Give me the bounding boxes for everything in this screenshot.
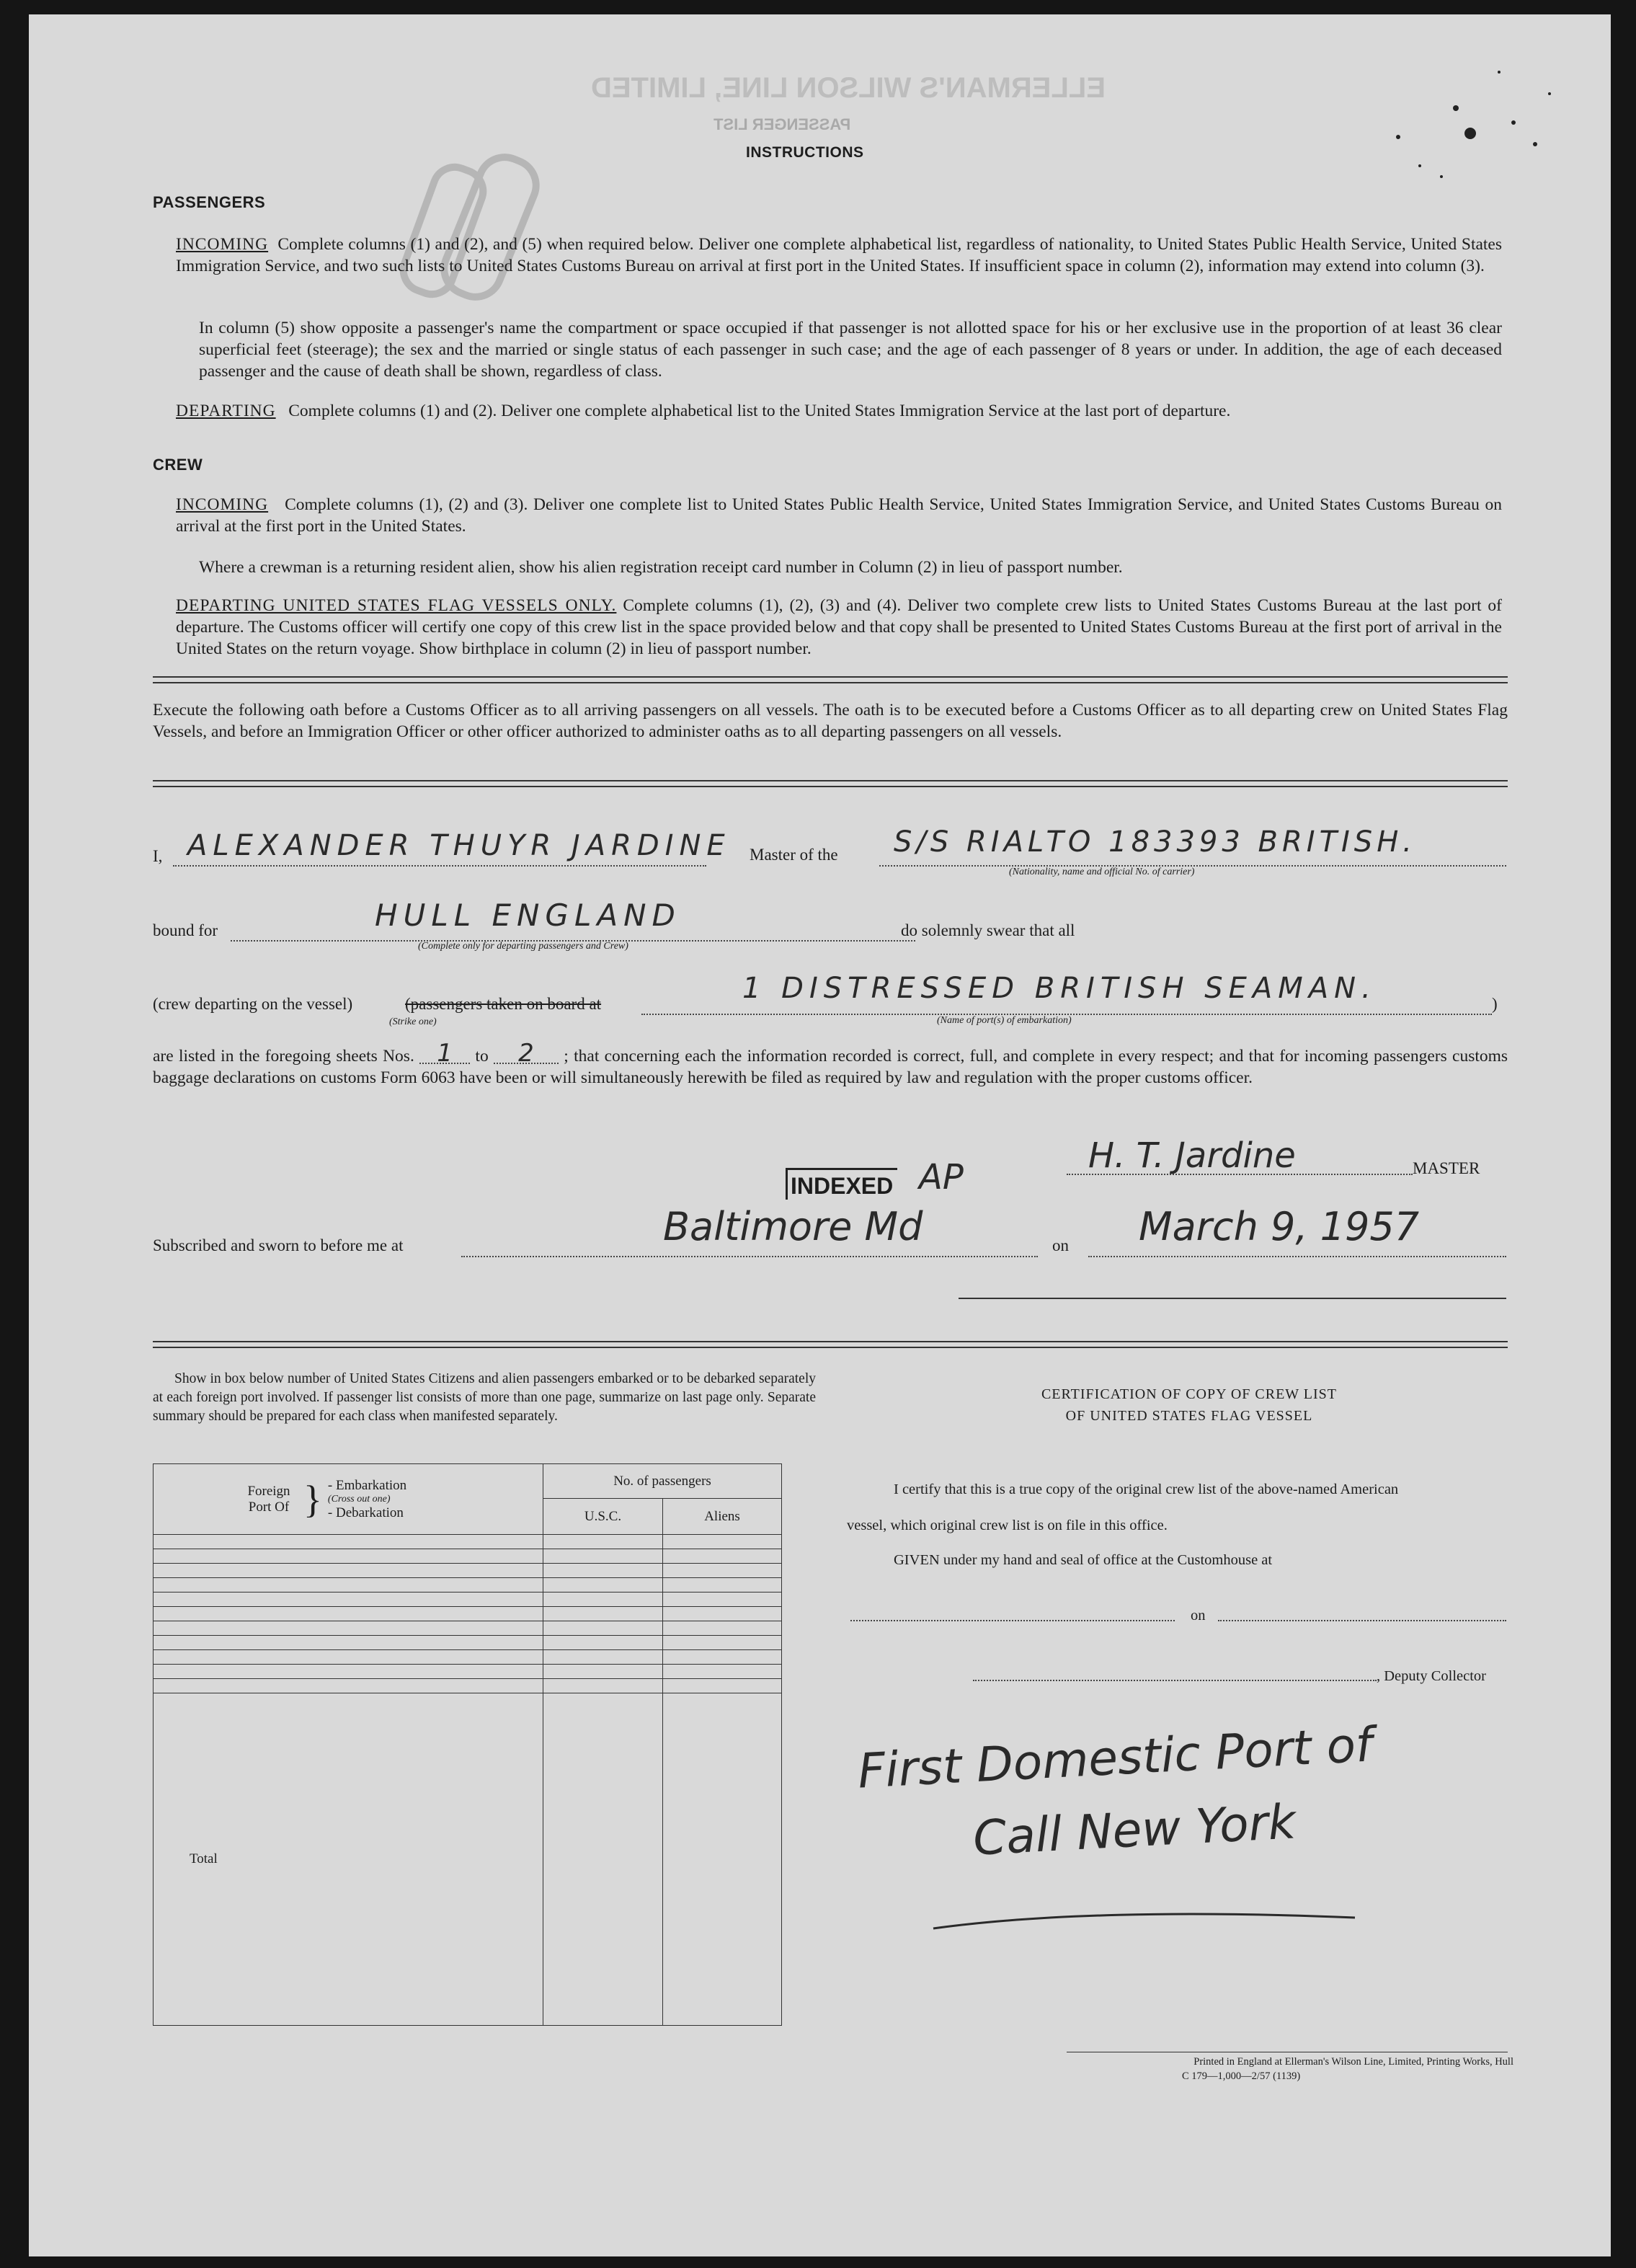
sheet-to-value: 2 xyxy=(494,1044,559,1064)
footer-printed: Printed in England at Ellerman's Wilson Line, Limited, Printing Works, Hull xyxy=(1193,2056,1513,2068)
sworn-on-label: on xyxy=(1052,1236,1069,1254)
cert-line-1: I certify that this is a true copy of the original crew list of the above-named American xyxy=(894,1481,1399,1497)
footer-code: C 179—1,000—2/57 (1139) xyxy=(1182,2070,1301,2082)
table-row xyxy=(154,1636,782,1650)
sworn-place-value: Baltimore Md xyxy=(663,1204,923,1249)
cert-handwritten-2: Call New York xyxy=(972,1794,1297,1866)
table-cell xyxy=(154,1564,543,1578)
deputy-line xyxy=(973,1671,1377,1681)
scan-specks xyxy=(1369,65,1586,195)
usc-header: U.S.C. xyxy=(543,1499,663,1535)
vessel-note: (Nationality, name and official No. of carrier) xyxy=(1009,867,1195,877)
divider-5 xyxy=(959,1298,1506,1299)
master-of-label: Master of the xyxy=(750,846,838,864)
listed-rest: ; that concerning each the information recorded is correct, full, and complete in every respect; and that for incoming passengers customs baggage declarations on customs Form 6063 have been or will simultaneously herewith be filed as required by law and regulation with the proper customs officer. xyxy=(153,1047,1508,1087)
crew-incoming xyxy=(176,494,1502,537)
to-label: to xyxy=(475,1047,489,1066)
passengers-column5: In column (5) show opposite a passenger's name the compartment or space occupied if that passenger is not allotted space for his or her exclusive use in the proportion of at least 36 clear superficial feet (steerage); the sex and the married or single status of each passenger in such case; and the age of each passenger of 8 years or under. In addition, the age of each deceased passenger and the cause of death shall be shown, regardless of class. xyxy=(199,319,1502,381)
divider-7 xyxy=(153,1347,1508,1348)
passengers-incoming-text: Complete columns (1) and (2), and (5) when required below. Deliver one complete alphabetical list, regardless of nationality, to United States Public Health Service, United States Immigration Service, and two such lists to United States Customs Bureau on arrival at first port in the United States. If insufficient space in column (2), information may extend into column (3). xyxy=(176,235,1503,275)
table-row xyxy=(154,1535,782,1549)
cert-line-2: vessel, which original crew list is on file in this office. xyxy=(847,1518,1168,1533)
oath-i-label: I, xyxy=(153,847,163,865)
table-cell xyxy=(154,1650,543,1665)
crew-incoming-text: Complete columns (1), (2) and (3). Deliver one complete list to United States Public Health Service, United States Immigration Service, and United States Customs Bureau on arrival at the first port in the United States. xyxy=(176,495,1502,536)
table-cell xyxy=(154,1607,543,1621)
passengers-departing xyxy=(176,400,1502,422)
cert-line-3: GIVEN under my hand and seal of office at the Customhouse at xyxy=(894,1552,1273,1568)
embarkation-label: - Embarkation xyxy=(327,1477,407,1493)
table-row xyxy=(154,1564,782,1578)
table-row xyxy=(154,1621,782,1636)
table-cell xyxy=(154,1636,543,1650)
passengers-heading: PASSENGERS xyxy=(153,193,266,211)
table-row xyxy=(154,1607,782,1621)
passengers-departing-text: Complete columns (1) and (2). Deliver one complete alphabetical list to the United States Immigration Service at the last port of departure. xyxy=(288,402,1231,420)
master-name-value: ALEXANDER THUYR JARDINE xyxy=(187,829,731,862)
page-title: INSTRUCTIONS xyxy=(746,144,864,161)
bound-for-note: (Complete only for departing passengers and Crew) xyxy=(418,941,628,952)
ghost-header: ELLERMAN'S WILSON LINE, LIMITED xyxy=(591,72,1106,104)
divider-6 xyxy=(153,1341,1508,1342)
crew-heading: CREW xyxy=(153,456,203,474)
cert-title-1: CERTIFICATION OF COPY OF CREW LIST xyxy=(1041,1386,1338,1402)
cert-title-2: OF UNITED STATES FLAG VESSEL xyxy=(1065,1408,1313,1424)
passengers-incoming xyxy=(176,234,1502,277)
embark-debark-group xyxy=(328,1478,406,1521)
passengers-struck-label: (passengers taken on board at xyxy=(405,995,602,1013)
subscribed-label: Subscribed and sworn to before me at xyxy=(153,1236,404,1254)
total-row xyxy=(154,1693,782,2026)
deputy-collector-label: , Deputy Collector xyxy=(1377,1668,1487,1684)
divider-2 xyxy=(153,682,1508,683)
strike-note: (Strike one) xyxy=(389,1016,437,1027)
bound-for-label: bound for xyxy=(153,921,218,939)
cert-on-label: on xyxy=(1191,1608,1206,1624)
divider-3 xyxy=(153,780,1508,781)
crew-incoming-label: INCOMING xyxy=(176,495,269,514)
divider-4 xyxy=(153,786,1508,787)
table-row xyxy=(154,1665,782,1679)
table-cell xyxy=(154,1621,543,1636)
crew-departing-label-oath: (crew departing on the vessel) xyxy=(153,995,353,1013)
cross-out-note: (Cross out one) xyxy=(327,1493,391,1505)
table-cell xyxy=(154,1578,543,1593)
debarkation-label: - Debarkation xyxy=(327,1505,404,1520)
passengers-departing-label: DEPARTING xyxy=(176,402,276,420)
total-label: Total xyxy=(154,1693,543,2026)
stamp-mark xyxy=(375,137,562,324)
table-cell xyxy=(154,1593,543,1607)
handwritten-underline xyxy=(930,1896,1362,1954)
foreign-port-label: Foreign Port Of xyxy=(247,1483,290,1515)
embark-note: (Name of port(s) of embarkation) xyxy=(937,1015,1072,1026)
crew-resident: Where a crewman is a returning resident alien, show his alien registration receipt card number in Column (2) in lieu of passport number. xyxy=(199,558,1123,577)
ghost-subheader: PASSENGER LIST xyxy=(713,115,851,133)
passengers-incoming-label: INCOMING xyxy=(176,235,269,254)
passenger-summary-table xyxy=(153,1463,782,2026)
listed-statement xyxy=(153,1039,1508,1089)
sworn-date-value: March 9, 1957 xyxy=(1139,1204,1420,1249)
crew-departing-text: Complete columns (1), (2), (3) and (4). Deliver two complete crew lists to United States Customs Bureau at the last port of departure. The Customs officer will certify one copy of this crew list in the space provided below and that copy shall be presented to United States Customs Bureau at the first port of arrival in the United States on the return voyage. Show birthplace in column (2) in lieu of passport number. xyxy=(176,596,1502,658)
brace-glyph: } xyxy=(303,1477,322,1521)
table-cell xyxy=(154,1535,543,1549)
indexed-initials: AP xyxy=(919,1157,964,1197)
cert-place-line xyxy=(850,1611,1175,1621)
embark-close-paren: ) xyxy=(1492,995,1498,1013)
embark-value: 1 DISTRESSED BRITISH SEAMAN. xyxy=(742,972,1377,1005)
cert-date-line xyxy=(1218,1611,1506,1621)
summary-instruction: Show in box below number of United States Citizens and alien passengers embarked or to be debarked separately at each foreign port involved. If passenger list consists of more than one page, summarize on last page only. Separate summary should be prepared for each class when manifested separately. xyxy=(153,1371,816,1424)
sheet-from-value: 1 xyxy=(419,1044,470,1064)
signature-line xyxy=(1067,1159,1413,1175)
no-of-passengers-header: No. of passengers xyxy=(543,1464,782,1499)
bound-for-value: HULL ENGLAND xyxy=(375,898,681,933)
divider-1 xyxy=(153,676,1508,678)
listed-label: are listed in the foregoing sheets Nos. xyxy=(153,1047,414,1066)
crew-departing-label: DEPARTING UNITED STATES FLAG VESSELS ONLY. xyxy=(176,596,617,615)
table-row xyxy=(154,1593,782,1607)
table-row xyxy=(154,1679,782,1693)
port-header-cell xyxy=(154,1464,543,1535)
master-signature: H. T. Jardine xyxy=(1088,1135,1296,1176)
table-cell xyxy=(154,1665,543,1679)
table-row xyxy=(154,1549,782,1564)
aliens-header: Aliens xyxy=(663,1499,782,1535)
document-page xyxy=(29,14,1611,2256)
master-label: MASTER xyxy=(1413,1159,1480,1177)
cert-handwritten-1: First Domestic Port of xyxy=(856,1716,1374,1799)
table-cell xyxy=(154,1679,543,1693)
vessel-value: S/S RIALTO 183393 BRITISH. xyxy=(894,825,1416,859)
swear-label: do solemnly swear that all xyxy=(901,921,1075,939)
table-row xyxy=(154,1650,782,1665)
table-cell xyxy=(154,1549,543,1564)
table-row xyxy=(154,1578,782,1593)
indexed-stamp: INDEXED xyxy=(786,1168,897,1200)
oath-intro: Execute the following oath before a Customs Officer as to all arriving passengers on all vessels. The oath is to be executed before a Customs Officer as to all departing crew on United States Flag Vessels, and before an Immigration Officer or other officer authorized to administer oaths as to all departing passengers on all vessels. xyxy=(153,701,1508,741)
crew-departing xyxy=(176,595,1502,660)
